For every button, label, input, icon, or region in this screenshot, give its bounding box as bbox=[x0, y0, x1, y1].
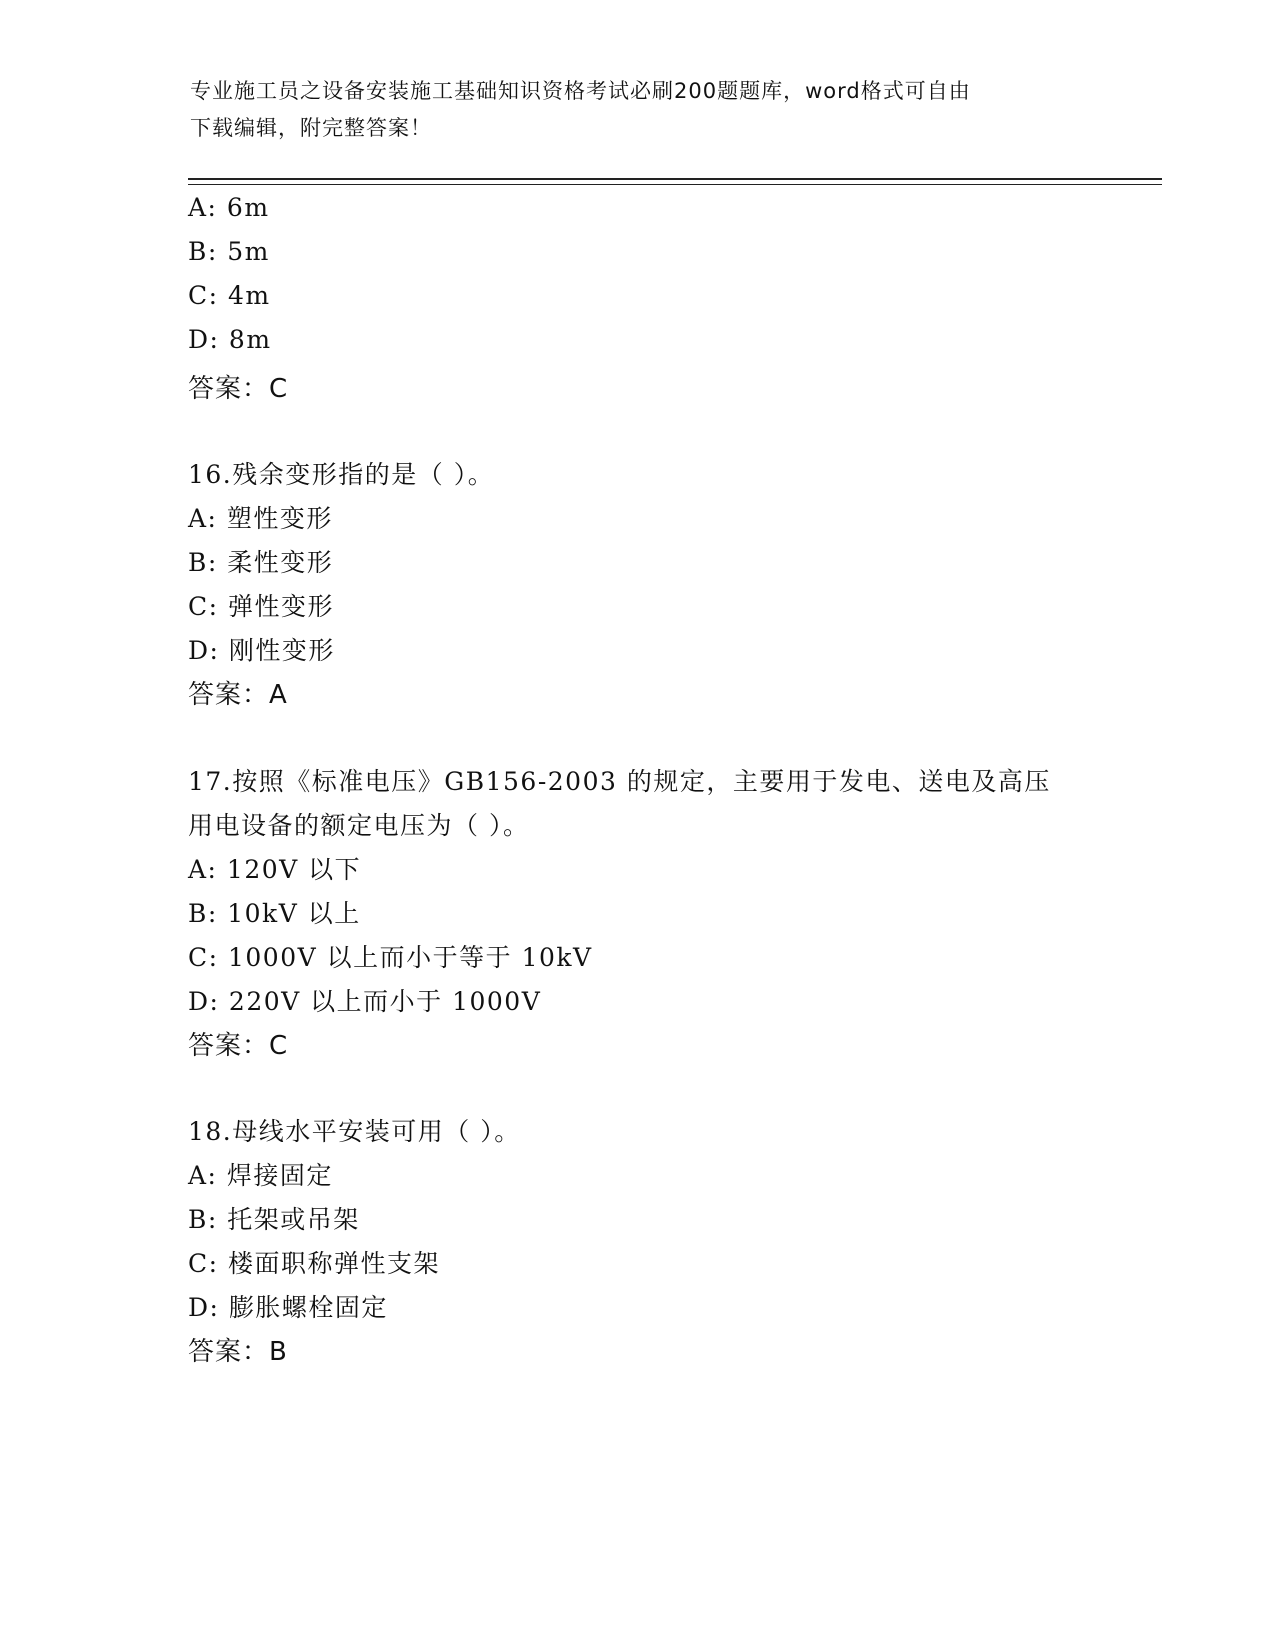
q16-option-d: D: 刚性变形 bbox=[188, 636, 335, 665]
q18-option-a: A: 焊接固定 bbox=[188, 1161, 333, 1190]
q15-option-a: A: 6m bbox=[188, 193, 270, 222]
q17-option-a: A: 120V 以下 bbox=[188, 855, 362, 884]
q17-option-b: B: 10kV 以上 bbox=[188, 899, 361, 928]
q15-option-b: B: 5m bbox=[188, 237, 270, 266]
q15-option-c: C: 4m bbox=[188, 281, 271, 310]
q17-option-d: D: 220V 以上而小于 1000V bbox=[188, 987, 542, 1016]
q17-stem-line-2: 用电设备的额定电压为（ ）。 bbox=[188, 811, 530, 840]
q16-answer: 答案：A bbox=[188, 680, 288, 710]
q17-stem-line-1: 17.按照《标准电压》GB156-2003 的规定，主要用于发电、送电及高压 bbox=[188, 767, 1051, 796]
header-rule-thick bbox=[188, 178, 1162, 180]
q18-option-c: C: 楼面职称弹性支架 bbox=[188, 1249, 440, 1278]
q15-option-d: D: 8m bbox=[188, 325, 272, 354]
q18-option-d: D: 膨胀螺栓固定 bbox=[188, 1293, 388, 1322]
q18-stem: 18.母线水平安装可用（ ）。 bbox=[188, 1117, 521, 1146]
header-line-2: 下载编辑，附完整答案！ bbox=[190, 116, 432, 140]
q17-option-c: C: 1000V 以上而小于等于 10kV bbox=[188, 943, 593, 972]
q18-option-b: B: 托架或吊架 bbox=[188, 1205, 360, 1234]
q15-answer: 答案：C bbox=[188, 374, 289, 404]
q18-answer: 答案：B bbox=[188, 1337, 288, 1367]
header-line-1: 专业施工员之设备安装施工基础知识资格考试必刷200题题库，word格式可自由 bbox=[190, 79, 971, 103]
q16-stem: 16.残余变形指的是（ ）。 bbox=[188, 460, 495, 489]
header-rule-thin bbox=[188, 184, 1162, 185]
q17-answer: 答案：C bbox=[188, 1031, 289, 1061]
q16-option-a: A: 塑性变形 bbox=[188, 504, 333, 533]
q16-option-b: B: 柔性变形 bbox=[188, 548, 334, 577]
q16-option-c: C: 弹性变形 bbox=[188, 592, 334, 621]
document-header bbox=[190, 73, 1090, 147]
